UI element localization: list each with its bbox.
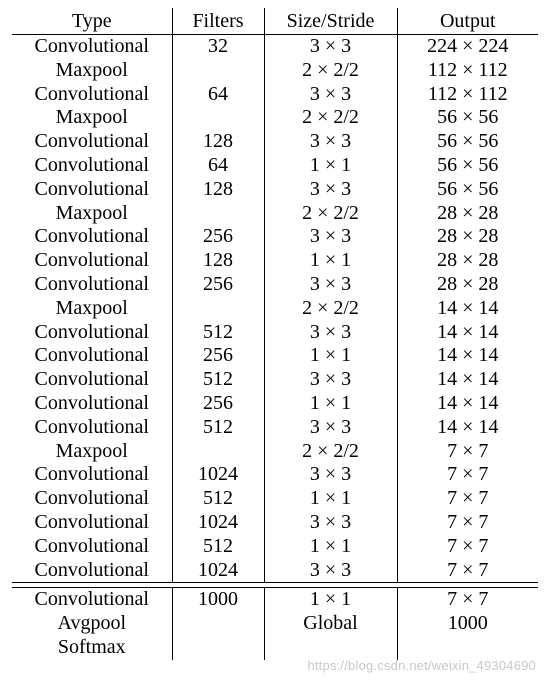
cell-output: 28 × 28 bbox=[397, 249, 538, 273]
cell-size-stride: 2 × 2/2 bbox=[264, 59, 397, 83]
table-row bbox=[12, 392, 538, 416]
cell-filters: 512 bbox=[172, 535, 264, 559]
cell-filters: 256 bbox=[172, 392, 264, 416]
cell-type: Maxpool bbox=[55, 439, 128, 462]
cell-type: Convolutional bbox=[34, 35, 149, 57]
cell-size-stride: 2 × 2/2 bbox=[264, 106, 397, 130]
cell-filters: 1000 bbox=[172, 588, 264, 612]
cell-type: Maxpool bbox=[55, 58, 128, 81]
cell-type: Convolutional bbox=[34, 368, 149, 391]
cell-filters bbox=[172, 440, 264, 464]
cell-filters bbox=[172, 202, 264, 226]
table-row bbox=[12, 273, 538, 297]
cell-output: 7 × 7 bbox=[397, 588, 538, 612]
cell-size-stride: 1 × 1 bbox=[264, 535, 397, 559]
cell-size-stride: 3 × 3 bbox=[264, 178, 397, 202]
cell-type: Convolutional bbox=[34, 510, 149, 533]
cell-size-stride bbox=[264, 636, 397, 660]
cell-output: 56 × 56 bbox=[397, 130, 538, 154]
cell-output: 7 × 7 bbox=[397, 559, 538, 583]
cell-filters bbox=[172, 612, 264, 636]
cell-type: Convolutional bbox=[34, 130, 149, 153]
cell-size-stride: 2 × 2/2 bbox=[264, 202, 397, 226]
table-row bbox=[12, 463, 538, 487]
cell-type: Convolutional bbox=[34, 588, 149, 611]
table-row bbox=[12, 130, 538, 154]
table-row bbox=[12, 297, 538, 321]
table-row bbox=[12, 416, 538, 440]
table-row bbox=[12, 106, 538, 130]
cell-type: Maxpool bbox=[55, 296, 128, 319]
cell-filters: 512 bbox=[172, 368, 264, 392]
cell-size-stride: 3 × 3 bbox=[264, 511, 397, 535]
architecture-table-container bbox=[12, 8, 538, 660]
cell-type: Convolutional bbox=[34, 487, 149, 510]
table-row bbox=[12, 202, 538, 226]
table-row bbox=[12, 321, 538, 345]
table-header-row bbox=[12, 8, 538, 35]
table-row bbox=[12, 249, 538, 273]
table-row bbox=[12, 35, 538, 59]
cell-size-stride: 1 × 1 bbox=[264, 392, 397, 416]
table-row bbox=[12, 225, 538, 249]
cell-filters: 256 bbox=[172, 273, 264, 297]
table-body bbox=[12, 35, 538, 583]
table-row bbox=[12, 559, 538, 583]
cell-type: Maxpool bbox=[55, 201, 128, 224]
cell-output bbox=[397, 636, 538, 660]
cell-output: 56 × 56 bbox=[397, 154, 538, 178]
header-output: Output bbox=[397, 8, 538, 35]
cell-output: 112 × 112 bbox=[397, 59, 538, 83]
cell-size-stride: 3 × 3 bbox=[264, 35, 397, 59]
cell-filters: 64 bbox=[172, 83, 264, 107]
cell-filters: 128 bbox=[172, 249, 264, 273]
cell-type: Convolutional bbox=[34, 225, 149, 248]
cell-output: 7 × 7 bbox=[397, 487, 538, 511]
cell-output: 14 × 14 bbox=[397, 392, 538, 416]
cell-output: 56 × 56 bbox=[397, 106, 538, 130]
header-size-stride: Size/Stride bbox=[264, 8, 397, 35]
table-row bbox=[12, 368, 538, 392]
cell-type: Avgpool bbox=[57, 612, 126, 635]
cell-output: 28 × 28 bbox=[397, 202, 538, 226]
cell-output: 1000 bbox=[397, 612, 538, 636]
cell-output: 14 × 14 bbox=[397, 416, 538, 440]
cell-type: Convolutional bbox=[34, 249, 149, 272]
cell-type: Convolutional bbox=[34, 463, 149, 486]
cell-filters bbox=[172, 59, 264, 83]
cell-type: Convolutional bbox=[34, 82, 149, 105]
cell-filters: 256 bbox=[172, 225, 264, 249]
cell-output: 28 × 28 bbox=[397, 273, 538, 297]
cell-size-stride: 3 × 3 bbox=[264, 225, 397, 249]
cell-size-stride: 2 × 2/2 bbox=[264, 297, 397, 321]
cell-filters: 512 bbox=[172, 487, 264, 511]
cell-size-stride: 1 × 1 bbox=[264, 588, 397, 612]
cell-size-stride: 3 × 3 bbox=[264, 321, 397, 345]
architecture-table bbox=[12, 8, 538, 660]
cell-size-stride: 1 × 1 bbox=[264, 487, 397, 511]
table-tail-body bbox=[12, 583, 538, 660]
cell-output: 224 × 224 bbox=[397, 35, 538, 59]
cell-filters: 64 bbox=[172, 154, 264, 178]
cell-size-stride: 3 × 3 bbox=[264, 559, 397, 583]
table-row bbox=[12, 511, 538, 535]
cell-size-stride: Global bbox=[264, 612, 397, 636]
cell-size-stride: 3 × 3 bbox=[264, 130, 397, 154]
cell-output: 7 × 7 bbox=[397, 463, 538, 487]
cell-filters bbox=[172, 297, 264, 321]
cell-type: Maxpool bbox=[55, 106, 128, 129]
cell-size-stride: 3 × 3 bbox=[264, 416, 397, 440]
cell-filters: 128 bbox=[172, 178, 264, 202]
cell-filters: 256 bbox=[172, 344, 264, 368]
cell-filters bbox=[172, 636, 264, 660]
cell-size-stride: 1 × 1 bbox=[264, 249, 397, 273]
cell-type: Convolutional bbox=[34, 177, 149, 200]
table-row bbox=[12, 487, 538, 511]
table-row bbox=[12, 344, 538, 368]
cell-type: Convolutional bbox=[34, 272, 149, 295]
cell-output: 56 × 56 bbox=[397, 178, 538, 202]
cell-size-stride: 3 × 3 bbox=[264, 368, 397, 392]
watermark-text: https://blog.csdn.net/weixin_49304690 bbox=[307, 658, 536, 673]
table-row bbox=[12, 178, 538, 202]
table-row bbox=[12, 154, 538, 178]
table-row bbox=[12, 440, 538, 464]
table-row bbox=[12, 636, 538, 660]
cell-size-stride: 3 × 3 bbox=[264, 463, 397, 487]
cell-type: Convolutional bbox=[34, 534, 149, 557]
cell-type: Convolutional bbox=[34, 415, 149, 438]
header-type: Type bbox=[12, 8, 172, 35]
cell-filters: 1024 bbox=[172, 559, 264, 583]
cell-output: 14 × 14 bbox=[397, 297, 538, 321]
cell-size-stride: 2 × 2/2 bbox=[264, 440, 397, 464]
cell-output: 7 × 7 bbox=[397, 511, 538, 535]
cell-filters bbox=[172, 106, 264, 130]
cell-output: 14 × 14 bbox=[397, 321, 538, 345]
cell-filters: 32 bbox=[172, 35, 264, 59]
cell-type: Convolutional bbox=[34, 391, 149, 414]
table-row bbox=[12, 59, 538, 83]
table-row bbox=[12, 83, 538, 107]
cell-output: 7 × 7 bbox=[397, 440, 538, 464]
header-filters: Filters bbox=[172, 8, 264, 35]
table-row bbox=[12, 612, 538, 636]
cell-size-stride: 3 × 3 bbox=[264, 273, 397, 297]
cell-type: Convolutional bbox=[34, 558, 149, 581]
cell-type: Convolutional bbox=[34, 153, 149, 176]
cell-output: 28 × 28 bbox=[397, 225, 538, 249]
cell-size-stride: 3 × 3 bbox=[264, 83, 397, 107]
cell-output: 7 × 7 bbox=[397, 535, 538, 559]
cell-filters: 1024 bbox=[172, 463, 264, 487]
cell-type: Convolutional bbox=[34, 320, 149, 343]
cell-output: 14 × 14 bbox=[397, 368, 538, 392]
cell-filters: 512 bbox=[172, 416, 264, 440]
table-row bbox=[12, 535, 538, 559]
cell-size-stride: 1 × 1 bbox=[264, 154, 397, 178]
cell-filters: 1024 bbox=[172, 511, 264, 535]
cell-output: 14 × 14 bbox=[397, 344, 538, 368]
cell-type: Convolutional bbox=[34, 344, 149, 367]
cell-filters: 512 bbox=[172, 321, 264, 345]
cell-output: 112 × 112 bbox=[397, 83, 538, 107]
cell-size-stride: 1 × 1 bbox=[264, 344, 397, 368]
cell-filters: 128 bbox=[172, 130, 264, 154]
cell-type: Softmax bbox=[57, 635, 126, 658]
table-row bbox=[12, 588, 538, 612]
